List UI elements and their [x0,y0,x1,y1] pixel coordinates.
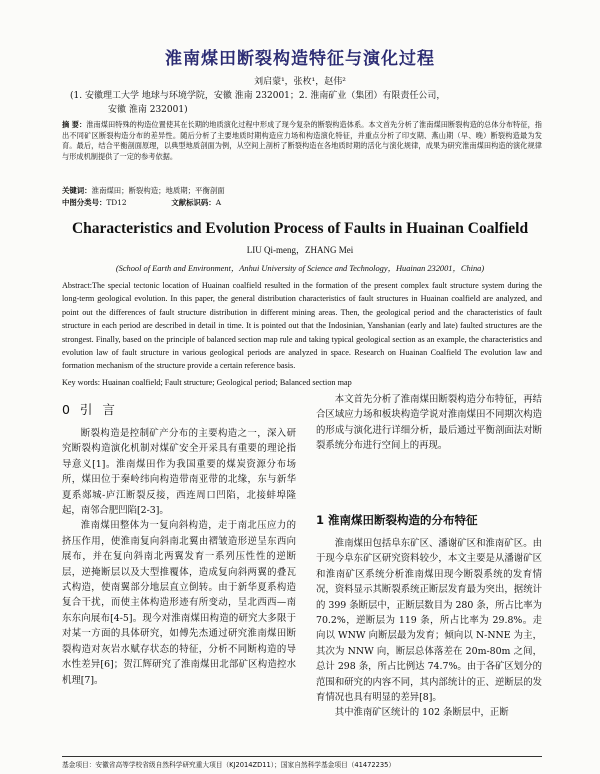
section-1-paragraph-2: 其中淮南矿区统计的 102 条断层中，正断 [334,707,509,719]
cn-abstract-text: 淮南煤田特殊的构造位置使其在长期的地质演化过程中形成了现今复杂的断裂构造体系。本文首先分析了淮南煤田断裂构造的总体分布特征，指出不同矿区断裂构造分布的差异性。随后分析了主要地质时期构造应力场和构造演化特征，并重点分析了印支期、燕山期（早、晚）断裂构造最为发育。最后，结合平衡剖面原理，以典型地质剖面为例，从空间上剖析了断裂构造在各地质时期的活化与演化规律，成果为研究淮南煤田构造的演化规律与形成机制提供了一定的参考依据。 [62,120,542,161]
cn-affiliation [70,89,540,117]
cn-title: 淮南煤田断裂构造特征与演化过程 [165,49,435,69]
cn-classification [62,197,542,208]
section-1-heading: 1 淮南煤田断裂构造的分布特征 [316,513,478,527]
cn-abstract-label: 摘 要： [62,120,87,129]
cn-keywords [62,185,542,196]
cn-affil-line1: (1. 安徽理工大学 地球与环境学院，安徽 淮南 232001；2. 淮南矿业（集团）有限责任公司， [70,91,446,101]
cn-class-label: 中图分类号： [62,198,107,207]
footer-rule [62,756,542,757]
intro-paragraph-3: 本文首先分析了淮南煤田断裂构造分布特征，再结合区域应力场和板块构造学说对淮南煤田不同期次构造的形成与演化进行详细分析，最后通过平衡剖面法对断裂系统分布进行空间上的再现。 [316,394,542,452]
cn-authors: 刘启蒙¹，张枚¹，赵伟² [254,77,346,87]
cn-keywords-label: 关键词： [62,186,92,195]
funding-footnote: 基金项目：安徽省高等学校省级自然科学研究重大项目（KJ2014ZD11）；国家自然科学基金项目（41472235） [62,761,396,769]
en-authors: LIU Qi-meng，ZHANG Mei [246,245,354,255]
en-keywords [62,378,542,387]
cn-doc-value: A [215,198,222,207]
intro-paragraph-1: 断裂构造是控制矿产分布的主要构造之一，深入研究断裂构造演化机制对煤矿安全开采具有重要的理论指导意义[1]。淮南煤田作为我国重要的煤炭资源分布场所，煤田位于秦岭纬向构造带南亚带的北缘，东与新华夏系郯城-庐江断裂反接，西连周口凹陷，北接蚌埠隆起，南邻合肥凹陷[2-3]。 [62,428,296,517]
en-title: Characteristics and Evolution Process of Faults in Huainan Coalfield [71,220,529,237]
cn-abstract [62,120,542,162]
intro-paragraph-2: 淮南煤田整体为一复向斜构造，走于南北压应力的挤压作用，使淮南复向斜南北翼由褶皱造形逆呈东西向展布，并在复向斜南北两翼发育一系列压性性的逆断层，逆掩断层以及大型推覆体，造成复向斜两翼的叠瓦式构造，使南翼部分地层直立倒转。由于新华夏系构造复合干扰，而使主体构造形迹有所变动，呈北西西—南东东向展布[4-5]。现今对淮南煤田构造的研究大多限于对某一方面的具体研究，如傅先杰通过研究淮南煤田断裂构造对灰岩水赋存状态的特征，分析不同断构造的导水性差异[6]；贺江辉研究了淮南煤田北部矿区构造控水机理[7]。 [62,520,296,686]
en-abstract-label: Abstract: [62,281,93,290]
en-abstract [62,279,542,373]
left-column [62,426,296,688]
cn-affil-line2: 安徽 淮南 232001) [108,105,188,115]
cn-class-value: TD12 [106,198,127,207]
intro-heading: 0 引 言 [62,402,118,417]
en-abstract-text: The special tectonic location of Huainan coalfield resulted in the formation of the present complex fault structure system during the long-term geological evolution. In this paper, the general distribution characteristics of fault structures in Huainan coalfield are analyzed, and point out the differences of fault structure distribution in different mining areas. Then, the geological period and the characteristics of fault structure in each period are described in detail in time. It is pointed out that the Indosinian, Yanshanian (early and late) faulted structures are the strongest. Finally, based on the principle of balanced section map rule and taking typical geological section as an example, the characteristics and evolution law of fault structure in various geological periods are analyzed in space. Research on Huainan Coalfield The evolution law and formation mechanism of the structure provide a certain reference basis. [62,281,542,371]
cn-keywords-text: 淮南煤田；断裂构造；地质期；平衡剖面 [91,186,225,195]
right-column-top [316,392,542,454]
en-keywords-label: Key words: [62,378,100,387]
section-1-paragraph-1: 淮南煤田包括阜东矿区、潘谢矿区和淮南矿区。由于现今阜东矿区研究资料较少，本文主要是从潘谢矿区和淮南矿区系统分析淮南煤田现今断裂系统的发育情况，资料显示其断裂系统正断层发育最为突出，据统计的 399 条断层中，正断层数目为 280 条，所占比率为 70.2%，逆断层为 119 条，所占比率为 29.8%。走向以 WNW 向断层最为发育；倾向以 N-NNE 为主，其次为 NNW 向，断层总体落差在 20m-80m 之间，总计 298 条，所占比例达 74.7%。由于各矿区划分的范围和研究的内容不同，其内部统计的正、逆断层的发育情况也具有明显的差异[8]。 [316,538,542,704]
en-affiliation: (School of Earth and Environment，Anhui University of Science and Technology，Huainan 232001，China) [115,264,485,273]
en-keywords-text: Huainan coalfield; Fault structure; Geological period; Balanced section map [102,378,352,387]
cn-doc-label: 文献标识码： [171,198,216,207]
right-column-bottom [316,536,542,721]
